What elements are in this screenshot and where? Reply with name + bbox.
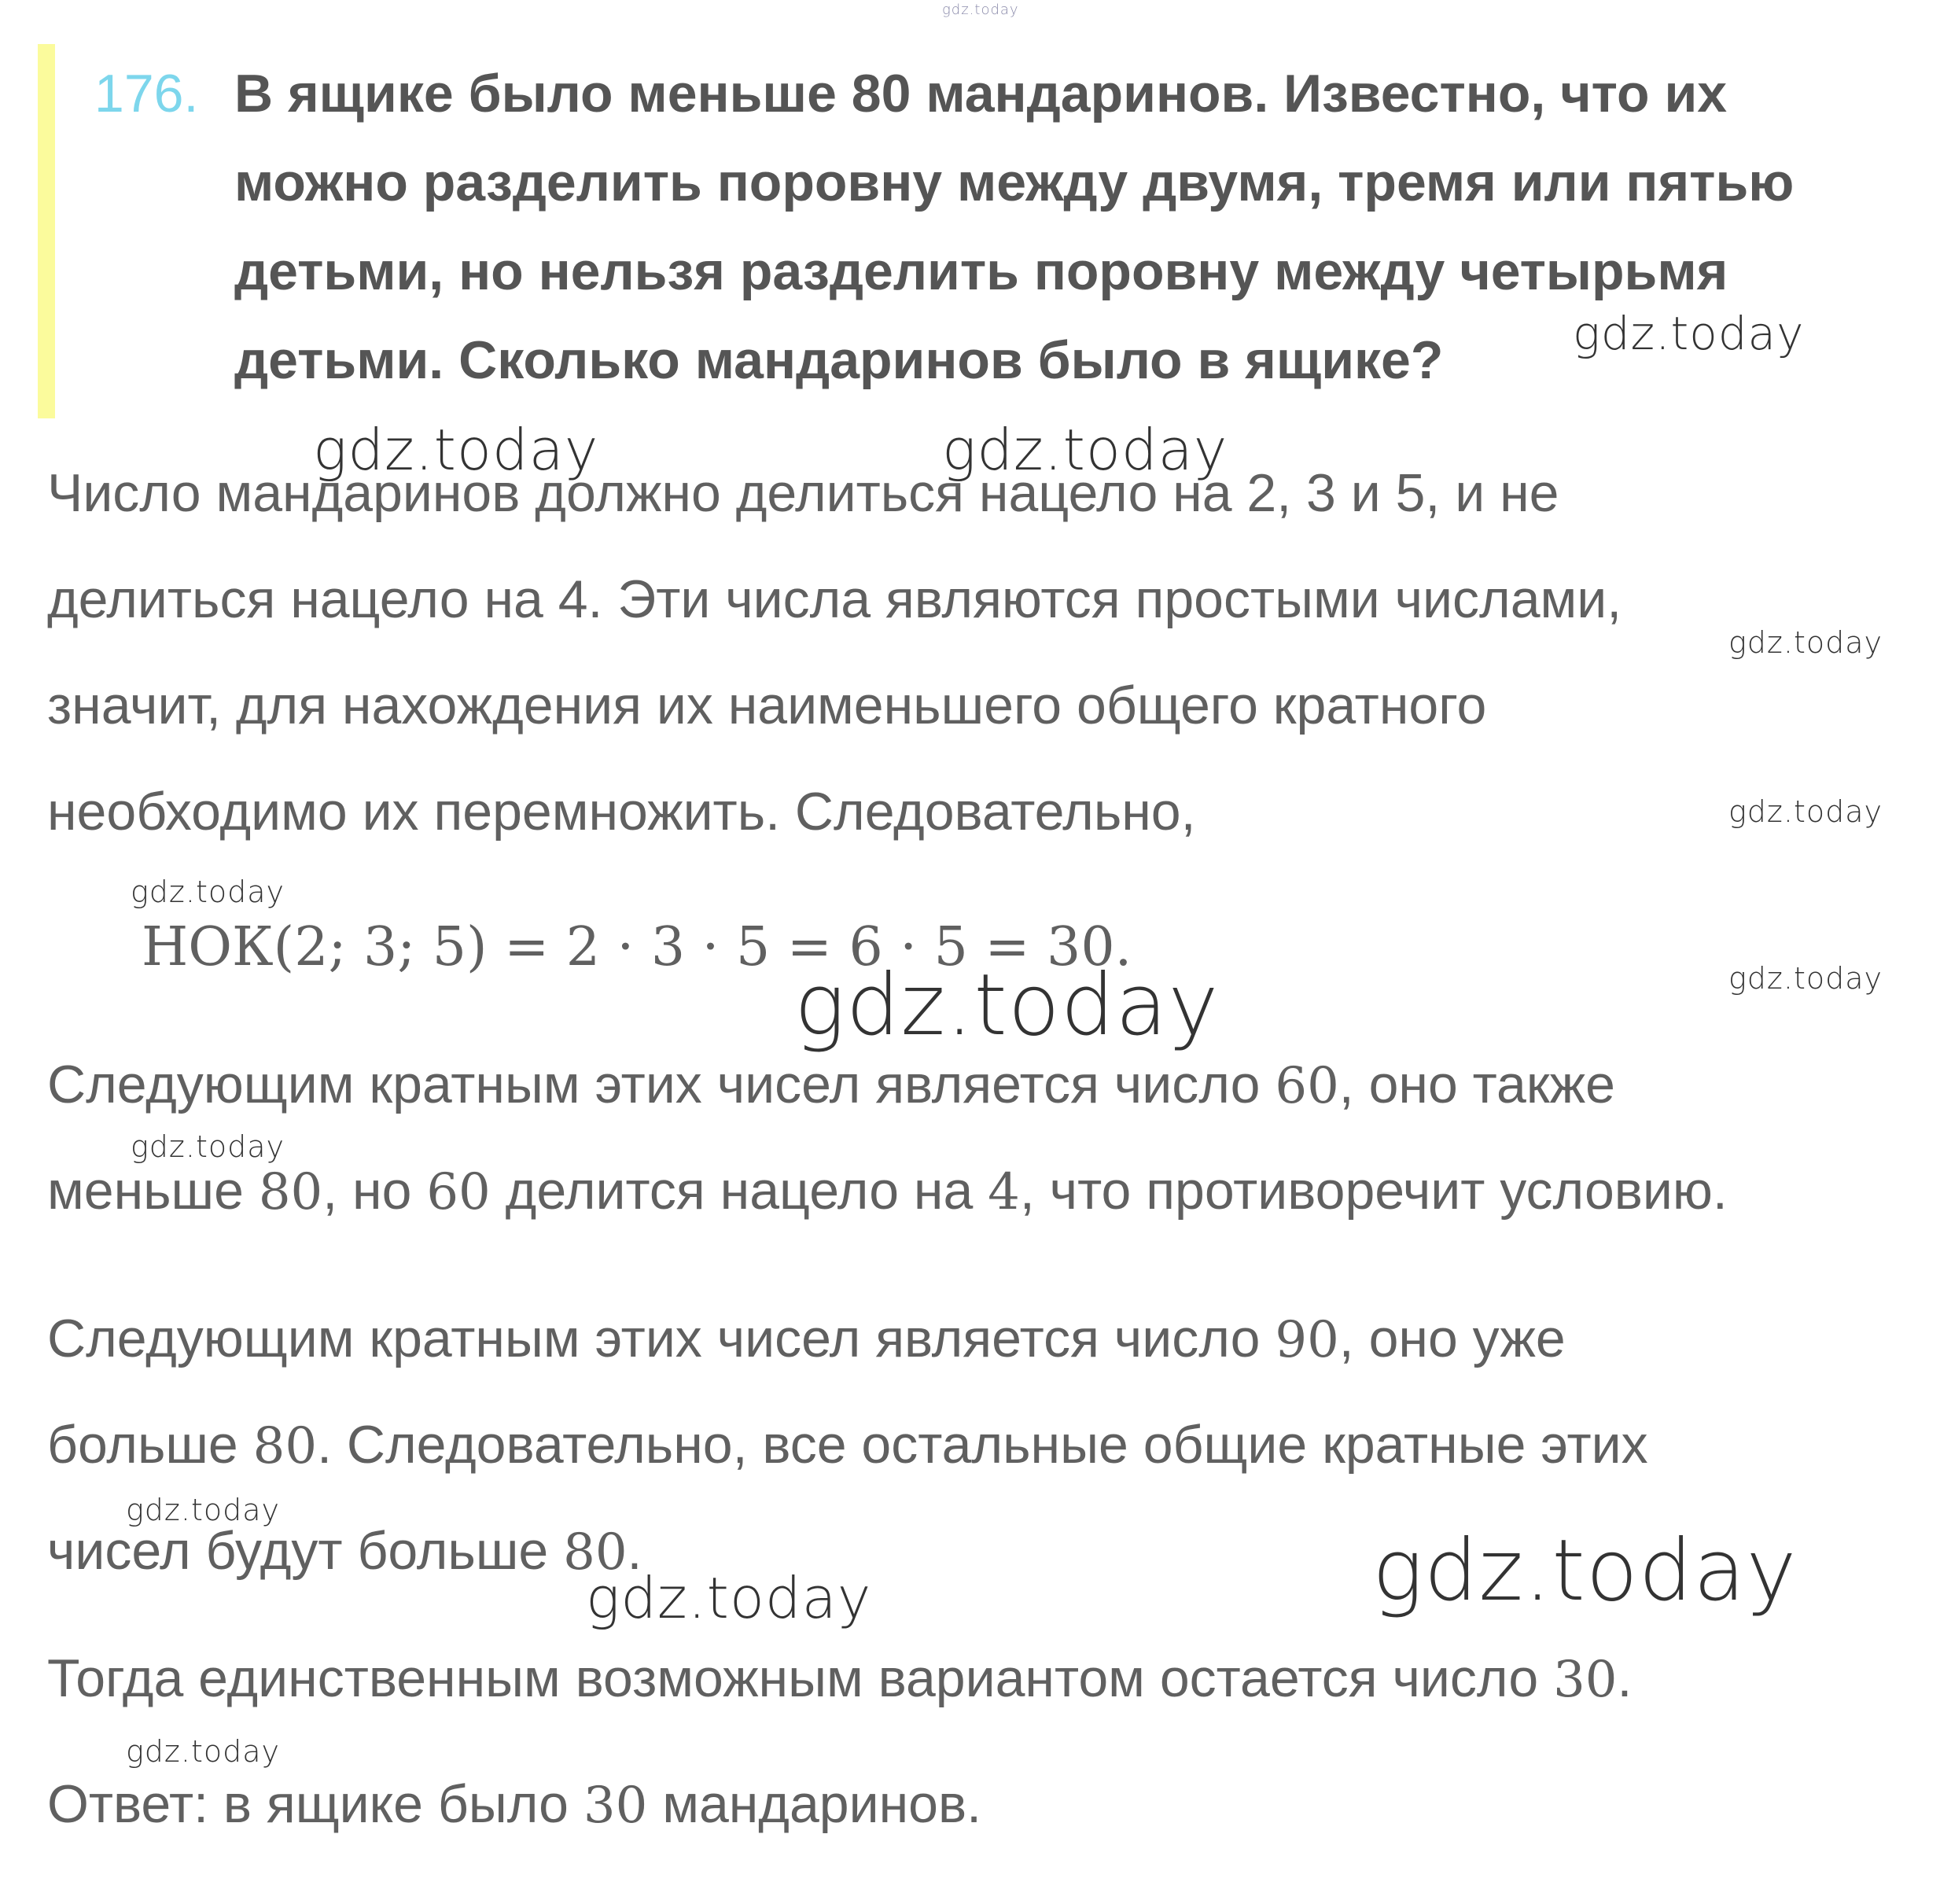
solution-line-3: значит, для нахождения их наименьшего общего кратного [47,676,1487,735]
watermark-2: gdz.today [1573,307,1805,360]
problem-number: 176. [94,64,199,123]
problem-text-line-2: можно разделить поровну между двумя, тремя или пятью [234,153,1795,212]
watermark-11: gdz.today [126,1493,280,1527]
watermark-10: gdz.today [131,1129,285,1164]
watermark-5: gdz.today [1728,625,1883,660]
problem-text-line-4: детьми. Сколько мандаринов было в ящике? [234,330,1444,390]
problem-highlight-bar [38,44,55,418]
watermark-9: gdz.today [794,956,1220,1055]
solution-line-6: меньше 80, но 60 делится нацело на 4, что противоречит условию. [47,1161,1728,1221]
watermark-3: gdz.today [313,417,599,483]
watermark-6: gdz.today [1728,794,1883,829]
solution-line-1: Число мандаринов должно делиться нацело на 2, 3 и 5, и не [47,463,1559,523]
solution-line-2: делиться нацело на 4. Эти числа являются простыми числами, [47,569,1622,629]
watermark-8: gdz.today [1728,961,1883,996]
solution-line-5: Следующим кратным этих чисел является число 60, оно также [47,1055,1615,1115]
problem-text-line-1: В ящике было меньше 80 мандаринов. Известно, что их [234,64,1728,123]
solution-line-10: Тогда единственным возможным вариантом остается число 30. [47,1648,1633,1709]
watermark-12: gdz.today [586,1565,872,1631]
watermark-7: gdz.today [131,875,285,909]
watermark-14: gdz.today [126,1734,280,1769]
answer-line: Ответ: в ящике было 30 мандаринов. [47,1774,981,1835]
solution-line-8: больше 80. Следовательно, все остальные общие кратные этих [47,1415,1648,1475]
watermark-1: gdz.today [942,2,1019,18]
lcm-formula: НОК(2; 3; 5) = 2 · 3 · 5 = 6 · 5 = 30. [142,916,1132,978]
watermark-13: gdz.today [1372,1522,1798,1620]
solution-line-7: Следующим кратным этих чисел является число 90, оно уже [47,1309,1566,1369]
problem-text-line-3: детьми, но нельзя разделить поровну между четырьмя [234,241,1728,301]
watermark-4: gdz.today [942,417,1228,483]
solution-line-9: чисел будут больше 80. [47,1521,642,1582]
solution-line-4: необходимо их перемножить. Следовательно, [47,782,1196,842]
